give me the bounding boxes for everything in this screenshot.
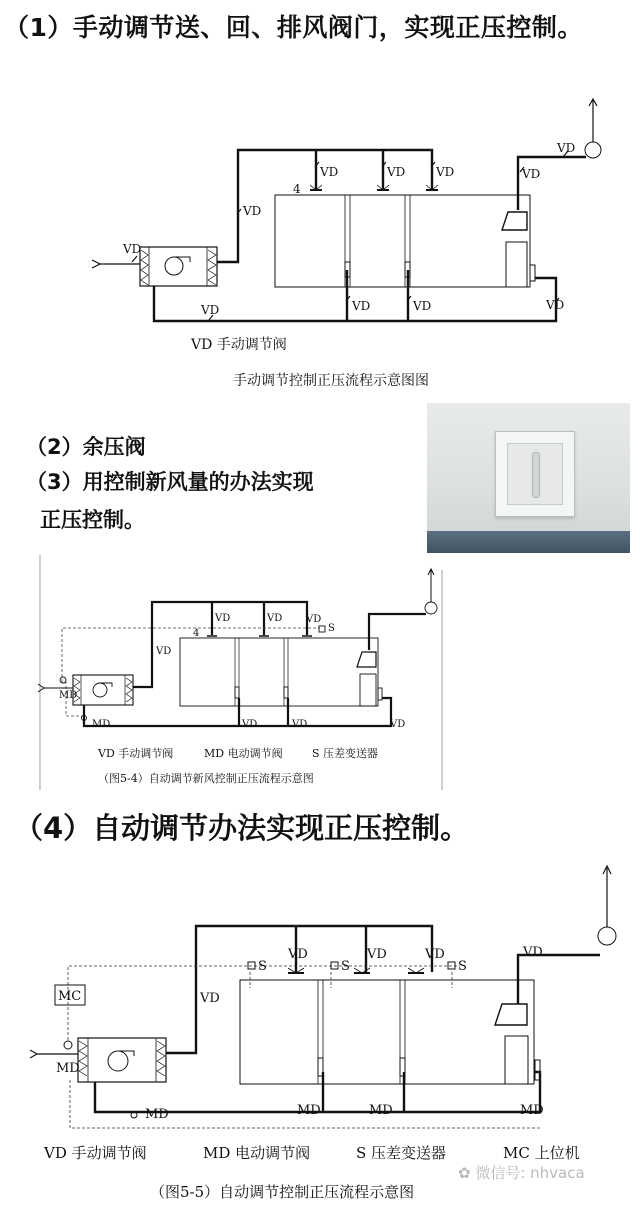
d3-label-md-4: MD — [369, 1103, 393, 1118]
d2-label-md-1: MD — [59, 690, 78, 701]
heading-section-3-line1: （3）用控制新风量的办法实现 — [26, 470, 314, 494]
d3-label-s-1: S — [258, 959, 267, 974]
d3-label-vd-2: VD — [288, 947, 308, 962]
d2-label-vd-7: VD — [390, 719, 406, 730]
d1-legend: VD 手动调节阀 — [191, 337, 287, 353]
d3-label-vd-3: VD — [367, 947, 387, 962]
d3-caption: （图5-5）自动调节控制正压流程示意图 — [150, 1183, 415, 1201]
wechat-icon: ✿ — [458, 1164, 476, 1182]
d2-label-vd-2: VD — [215, 613, 231, 624]
d2-caption: （图5-4）自动调节新风控制正压流程示意图 — [98, 772, 314, 785]
d3-label-vd-1: VD — [200, 991, 220, 1006]
d1-label-vd-6: VD — [352, 299, 371, 313]
d1-label-vd-10: VD — [557, 141, 576, 155]
diagram-manual-control — [0, 0, 640, 380]
d1-label-room-no: 4 — [293, 182, 301, 196]
d3-legend-mc: MC 上位机 — [503, 1144, 580, 1162]
d1-label-vd-7: VD — [413, 299, 432, 313]
relief-damper-panel — [507, 443, 563, 505]
d3-label-vd-5: VD — [523, 945, 543, 960]
photo-relief-damper — [427, 403, 630, 553]
d1-caption: 手动调节控制正压流程示意图图 — [233, 373, 429, 389]
d3-label-s-2: S — [341, 959, 350, 974]
d2-legend-vd: VD 手动调节阀 — [98, 747, 174, 760]
d2-label-md-2: MD — [92, 719, 111, 730]
d1-label-vd-1: VD — [123, 242, 142, 256]
d2-legend-md: MD 电动调节阀 — [204, 747, 283, 760]
d3-legend-md: MD 电动调节阀 — [203, 1144, 311, 1162]
d2-label-vd-3: VD — [267, 613, 283, 624]
d3-label-vd-4: VD — [425, 947, 445, 962]
d1-label-vd-9: VD — [201, 303, 220, 317]
d1-label-vd-5: VD — [436, 165, 455, 179]
d3-label-md-3: MD — [297, 1103, 321, 1118]
relief-damper-handle — [532, 452, 540, 498]
watermark-text: 微信号: nhvaca — [475, 1164, 585, 1182]
d3-label-md-5: MD — [520, 1103, 544, 1118]
heading-section-3-line2: 正压控制。 — [40, 508, 145, 532]
wechat-watermark — [458, 1162, 585, 1183]
d2-label-s: S — [328, 623, 335, 634]
d3-label-md-2: MD — [145, 1107, 169, 1122]
heading-section-4: （4）自动调节办法实现正压控制。 — [14, 811, 470, 845]
d3-label-mc: MC — [58, 989, 82, 1004]
diagram-auto-control — [0, 860, 640, 1180]
d3-legend-vd: VD 手动调节阀 — [44, 1144, 147, 1162]
d2-label-vd-4: VD — [306, 614, 322, 625]
d2-label-vd-5: VD — [242, 719, 258, 730]
heading-section-2: （2）余压阀 — [26, 435, 146, 459]
d2-label-vd-6: VD — [292, 719, 308, 730]
d3-label-s-3: S — [458, 959, 467, 974]
d1-label-vd-8: VD — [546, 298, 565, 312]
d3-legend-s: S 压差变送器 — [356, 1144, 447, 1162]
d1-label-vd-4: VD — [387, 165, 406, 179]
relief-damper-frame — [495, 431, 575, 517]
d1-label-vd-2: VD — [243, 204, 262, 218]
heading-section-1: （1）手动调节送、回、排风阀门，实现正压控制。 — [4, 13, 583, 42]
d1-label-vd-3: VD — [320, 165, 339, 179]
d1-label-vd-11: VD — [522, 167, 541, 181]
d2-label-vd-1: VD — [156, 646, 172, 657]
d2-legend-s: S 压差变送器 — [312, 747, 379, 760]
d3-label-md-1: MD — [56, 1061, 80, 1076]
d2-label-room-no: 4 — [193, 628, 200, 639]
